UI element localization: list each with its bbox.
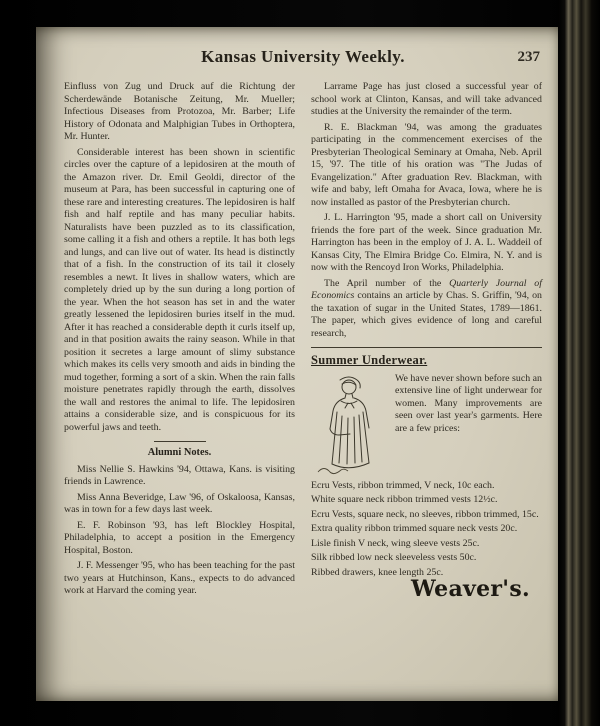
left-column [64,81,295,601]
lepidosiren-paragraph: Considerable interest has been shown in scientific circles over the capture of a lepidosiren at the mouth of the Amazon river. Dr. Emil Geoldi, director of the museum at Para, has been successful in capturing one of these rare and interesting creatures. The lepidosiren is half fish and half reptile and has many peculiar habits. Naturalists have been puzzled as to its classification, some calling it a fish and others a reptile. It has both legs and lungs, and can live out of water. Its head is distinctly that of a fish. In the construction of its tail it closely resembles a newt. It lives in shallow waters, which are completely dried up by the sun during a long portion of the year. When the hot season has set in and the water greatly lessened the lepidosiren buries itself in the mud. After it has reached a considerable depth it curls itself up, and in that position awaits the rainy season. While in that position it secretes a large amount of slimy substance which makes its cells very smooth and aids in binding the mud together, forming a sort of a skin. When the rain falls moisture penetrates rapidly through the earth, dissolves the wall and restores the animal to life. The lepidosiren attains a considerable size, and is conspicuous for its powerful jaws and teeth. [64,146,295,433]
journal-paragraph-pre: The April number of the [324,277,450,289]
alumni-section-rule [154,441,206,442]
news-paragraph: R. E. Blackman '94, was among the graduates participating in the commencement exercises of the Presbyterian Theological Seminary at Omaha, Neb. April 15, '97. The title of his oration was "The Judas of Evangelization." After graduation Rev. Blackman, with wife and baby, left Omaha for Avaca, Iowa, where he is now installed as pastor of the Presbyterian church. [311,121,542,208]
alumni-item: J. F. Messenger '95, who has been teaching for the past two years at Hutchinson, Kans., expects to do advanced work at Harvard the coming year. [64,560,295,596]
two-column-layout [64,81,542,601]
page-number: 237 [517,49,540,65]
illustrator-signature-scribble [318,468,348,473]
woman-in-chemise-engraving-illustration [311,374,387,476]
journal-paragraph-post: contains an article by Chas. S. Griffin, '94, on the taxation of sugar in the United States, 1789—1861. The paper, which gives evidence of long and careful research, [311,290,542,339]
price-item: Ribbed drawers, knee length 25c. [311,566,444,578]
right-column [311,81,542,601]
masthead [64,47,542,69]
price-item: White square neck ribbon trimmed vests 12½c. [311,494,498,505]
price-item: Ecru Vests, square neck, no sleeves, ribbon trimmed, 15c. [311,508,539,520]
price-item: Ecru Vests, ribbon trimmed, V neck, 10c each. [311,479,495,491]
advertisement-intro: We have never shown before such an extensive line of light underwear for women. Many improvements are seen over last year's garments. Here are a few prices: [395,372,542,434]
book-page-edges [558,0,600,726]
alumni-notes-heading: Alumni Notes. [147,447,212,458]
alumni-item: Miss Nellie S. Hawkins '94, Ottawa, Kans. is visiting friends in Lawrence. [64,463,295,487]
newspaper-page [36,27,558,701]
alumni-item: E. F. Robinson '93, has left Blockley Hospital, Philadelphia, to accept a position in the Emergency Hospital, Boston. [64,519,295,556]
continuation-paragraph: Einfluss von Zug und Druck auf die Richtung der Scherdewände Botanische Zeitung, Mr. Mueller; Infectious Diseases from Protozoa, Mr. Barber; Life History of Odonata and Malphigian Tubes in Orthoptera, Mr. Hunter. [64,81,295,142]
journal-paragraph [311,278,542,341]
news-paragraph: J. L. Harrington '95, made a short call on University friends the fore part of the week. Since graduation Mr. Harrington has been in the employ of J. A. L. Waddeil of Kansas City, The Elmira Bridge Co. Elmira, N. Y. and is now with the Rencoyd Iron Works, Philadelphia. [311,212,542,273]
price-item: Lisle finish V neck, wing sleeve vests 25c. [311,537,480,549]
advertisement-heading: Summer Underwear. [311,353,428,367]
price-item: Extra quality ribbon trimmed square neck vests 20c. [311,523,518,534]
journal-title-italic: Quarterly Journal of Economics [311,277,542,301]
advertisement-body [311,373,542,436]
woman-engraving-svg [311,374,387,476]
price-list [311,478,542,580]
advertisement-divider [311,347,542,348]
masthead-title: Kansas University Weekly. [201,47,405,66]
weavers-store-signature: Weaver's. [410,576,530,602]
alumni-item: Miss Anna Beveridge, Law '96, of Oskaloosa, Kansas, was in town for a few days last week. [64,491,295,515]
news-paragraph: Larrame Page has just closed a successful year of school work at Clinton, Kansas, and will take advanced studies at the University the remainder of the term. [311,81,542,117]
price-item: Silk ribbed low neck sleeveless vests 50c. [311,552,477,563]
